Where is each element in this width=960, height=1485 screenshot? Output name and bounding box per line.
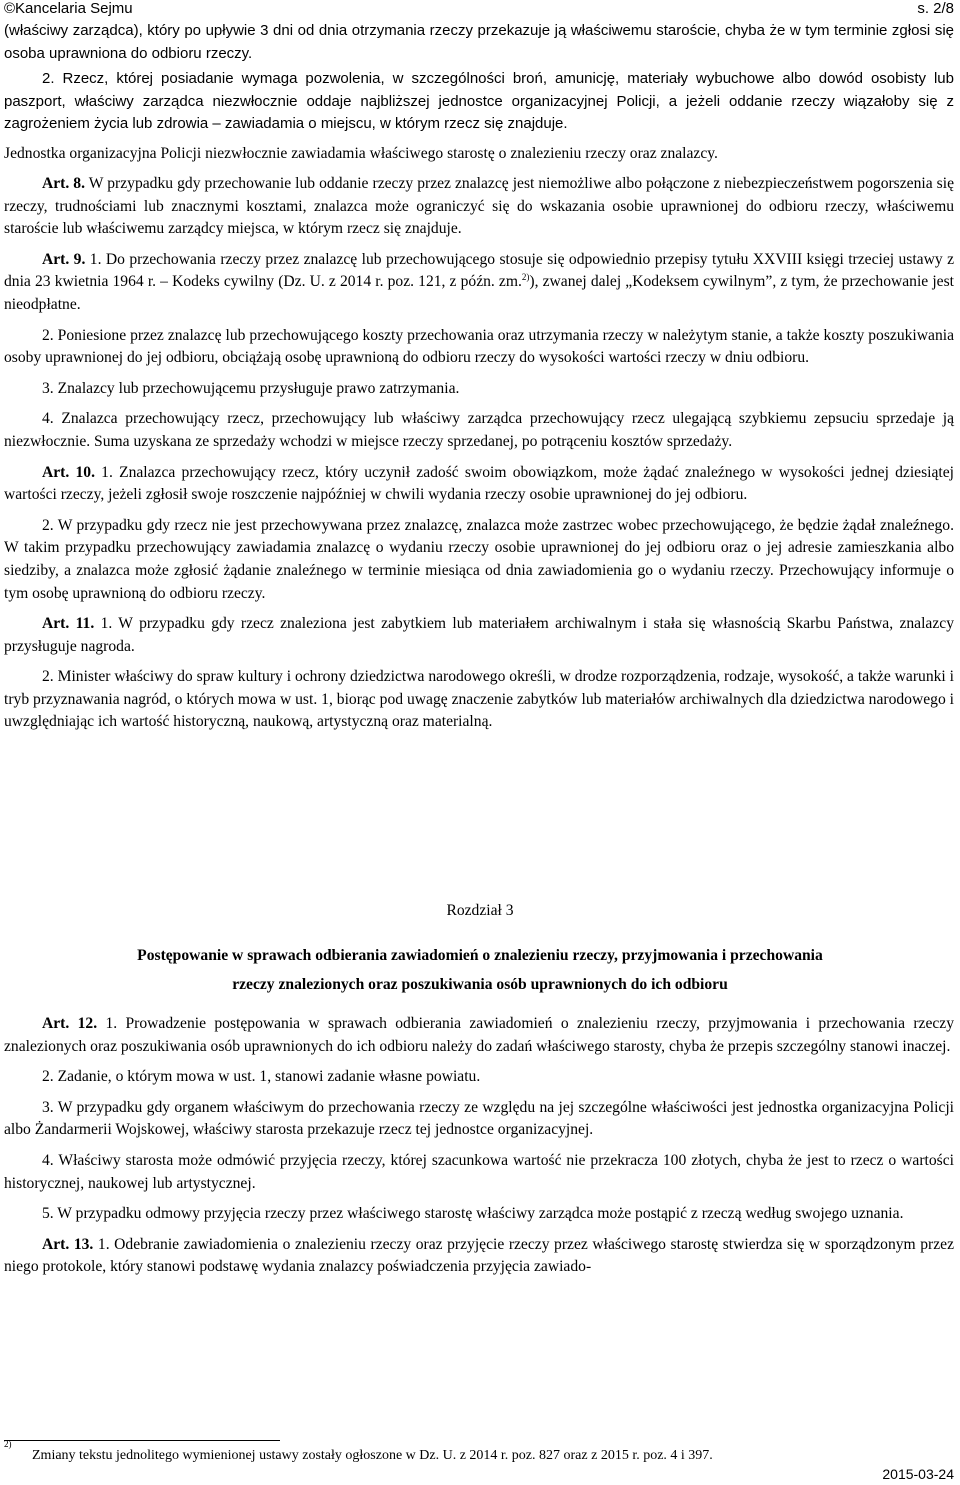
article-13-1 (4, 1234, 954, 1279)
page-header (4, 0, 954, 20)
article-10-1-text: 1. Znalazca przechowujący rzecz, który uczynił zadość swoim obowiązkom, może żądać znaleźnego w wysokości jednej dziesiątej wartości rzeczy, jeżeli zgłosił swoje roszczenie najpóźniej w chwili wydania rzeczy osobie uprawnionej do jej odbioru. (4, 463, 954, 504)
footnote-divider (4, 1440, 280, 1441)
chapter-title-line-1: Postępowanie w sprawach odbierania zawiadomień o znalezieniu rzeczy, przyjmowania i przechowania (137, 947, 823, 964)
article-9-1-text: 1. Do przechowania rzeczy przez znalazcę lub przechowującego stosuje się odpowiednio przepisy tytułu XXVIII księgi trzeciej ustawy z dnia 23 kwietnia 1964 r. – Kodeks cywilny (Dz. U. z 2014 r. poz. 121, z późn. zm. (4, 250, 954, 291)
chapter-title-line-2: rzeczy znalezionych oraz poszukiwania osób uprawnionych do ich odbioru (232, 976, 728, 993)
header-copyright: ©Kancelaria Sejmu (4, 0, 133, 17)
article-9-label: Art. 9. (42, 250, 86, 268)
paragraph-art7-2 (4, 68, 954, 136)
article-9-1 (4, 249, 954, 317)
section-art12-art13 (4, 1013, 954, 1279)
footnote-text: Zmiany tekstu jednolitego wymienionej ustawy zostały ogłoszone w Dz. U. z 2014 r. poz. 827 oraz z 2015 r. poz. 4 i 397. (32, 1448, 713, 1463)
article-8-text: W przypadku gdy przechowanie lub oddanie rzeczy przez znalazcę jest niemożliwe albo połączone z niebezpieczeństwem pogorszenia się rzeczy, trudnościami lub znacznymi kosztami, znalazca może ograniczyć się do wskazania osobie uprawnionej do odbioru rzeczy, właściwemu staroście lub właściwemu zarządcy miejsca, w którym rzecz się znajduje. (4, 175, 954, 238)
article-10-label: Art. 10. (42, 463, 95, 481)
article-8 (4, 173, 954, 241)
article-12-2: 2. Zadanie, o którym mowa w ust. 1, stanowi zadanie własne powiatu. (42, 1068, 481, 1086)
section-art8-to-art11 (4, 173, 954, 734)
article-12-3: 3. W przypadku gdy organem właściwym do przechowania rzeczy ze względu na jej szczególne właściwości jest jednostka organizacyjna Policji albo Żandarmerii Wojskowej, właściwy starosta przekazuje rzecz tej jednostce organizacyjnej. (4, 1098, 954, 1139)
article-13-1-text: 1. Odebranie zawiadomienia o znalezieniu rzeczy oraz przyjęcie rzeczy przez właściwego starostę stwierdza się w sporządzonym przez niego protokole, który stanowi podstawę wydania znalazcy poświadczenia przyjęcia zawiado- (4, 1235, 954, 1276)
article-12-5: 5. W przypadku odmowy przyjęcia rzeczy przez właściwego starostę właściwy zarządca może postąpić z rzeczą według swojego uznania. (42, 1205, 904, 1223)
section-art7-2-end (4, 143, 954, 166)
article-12-4: 4. Właściwy starosta może odmówić przyjęcia rzeczy, której szacunkowa wartość nie przekracza 100 złotych, chyba że jest to rzecz o wartości historycznej, naukowej lub artystycznej. (4, 1151, 954, 1192)
article-9-2: 2. Poniesione przez znalazcę lub przechowującego koszty przechowania oraz utrzymania rzeczy w należytym stanie, a także koszty poszukiwania osoby uprawnionej do jej odbioru, obciążają osobę uprawnioną do odbioru rzeczy do wysokości wartości rzeczy w dniu odbioru. (4, 326, 954, 367)
article-11-1 (4, 613, 954, 658)
footnote-reference: 2) (521, 272, 530, 283)
article-10-1 (4, 462, 954, 507)
paragraph-art7-2-text: 2. Rzecz, której posiadanie wymaga pozwolenia, w szczególności broń, amunicję, materiały wybuchowe albo dowód osobisty lub paszport, właściwy zarządca niezwłocznie oddaje najbliższej jednostce organizacyjnej Policji, a jeżeli oddanie rzeczy wiązałoby się z zagrożeniem życia lub zdrowia – zawiadamia o miejscu, w którym rzecz się znajduje. (4, 70, 954, 133)
article-11-1-text: 1. W przypadku gdy rzecz znaleziona jest zabytkiem lub materiałem archiwalnym i stała się własnością Skarbu Państwa, znalazcy przysługuje nagroda. (4, 615, 954, 655)
article-9-4: 4. Znalazca przechowujący rzecz, przechowujący lub właściwy zarządca przechowujący rzecz ulegającą szybkiemu zepsuciu sprzedaje ją niezwłocznie. Suma uzyskana ze sprzedaży wchodzi w miejsce rzeczy sprzedanej, po potrąceniu kosztów sprzedaży. (4, 410, 954, 450)
chapter-number: Rozdział 3 (446, 902, 514, 919)
article-8-label: Art. 8. (42, 175, 86, 192)
article-10-2: 2. W przypadku gdy rzecz nie jest przechowywana przez znalazcę, znalazca może zastrzec wobec przechowującego, że będzie żądał znaleźnego. W takim przypadku przechowujący zawiadamia znalazcę o wydaniu rzeczy osobie uprawnionej do jej odbioru oraz o jej adresie zamieszkania albo siedziby, a znalazca może zgłosić żądanie znaleźnego w terminie miesiąca od dnia zawiadomienia go o wydaniu rzeczy. Przechowujący informuje o tym osobę uprawnioną do odbioru rzeczy. (4, 516, 954, 602)
section-art7-continuation (4, 20, 954, 136)
article-9-3: 3. Znalazcy lub przechowującemu przysługuje prawo zatrzymania. (42, 379, 460, 397)
article-12-label: Art. 12. (42, 1015, 98, 1032)
header-page-number: s. 2/8 (917, 0, 954, 17)
article-12-1-text: 1. Prowadzenie postępowania w sprawach odbierania zawiadomień o znalezieniu rzeczy, przyjmowania i przechowania rzeczy znalezionych oraz poszukiwania osób uprawnionych do ich odbioru należy do zadań właściwego starosty, chyba że przepis szczególny stanowi inaczej. (4, 1015, 954, 1055)
paragraph-art7-2-end: Jednostka organizacyjna Policji niezwłocznie zawiadamia właściwego starostę o znalezieniu rzeczy oraz znalazcy. (4, 145, 718, 162)
paragraph-art7-1-end: (właściwy zarządca), który po upływie 3 dni od dnia otrzymania rzeczy przekazuje ją właściwemu staroście, chyba że w tym terminie zgłosi się osoba uprawniona do odbioru rzeczy. (4, 22, 954, 62)
article-11-label: Art. 11. (42, 615, 95, 633)
article-11-2: 2. Minister właściwy do spraw kultury i ochrony dziedzictwa narodowego określi, w drodze rozporządzenia, rodzaje, wysokość, a także warunki i tryb przyznawania nagród, o których mowa w ust. 1, biorąc pod uwagę znaczenie zabytków lub materiałów archiwalnych dla dziedzictwa narodowego i uwzględniając ich wartość historyczną, naukową, artystyczną oraz materialną. (4, 668, 954, 731)
document-date: 2015-03-24 (882, 1466, 954, 1482)
article-13-label: Art. 13. (42, 1235, 94, 1253)
article-9-1-end: ), zwanej dalej „Kodeksem cywilnym”, z tym, że przechowanie jest nieodpłatne. (4, 273, 955, 313)
article-12-1 (4, 1013, 954, 1058)
